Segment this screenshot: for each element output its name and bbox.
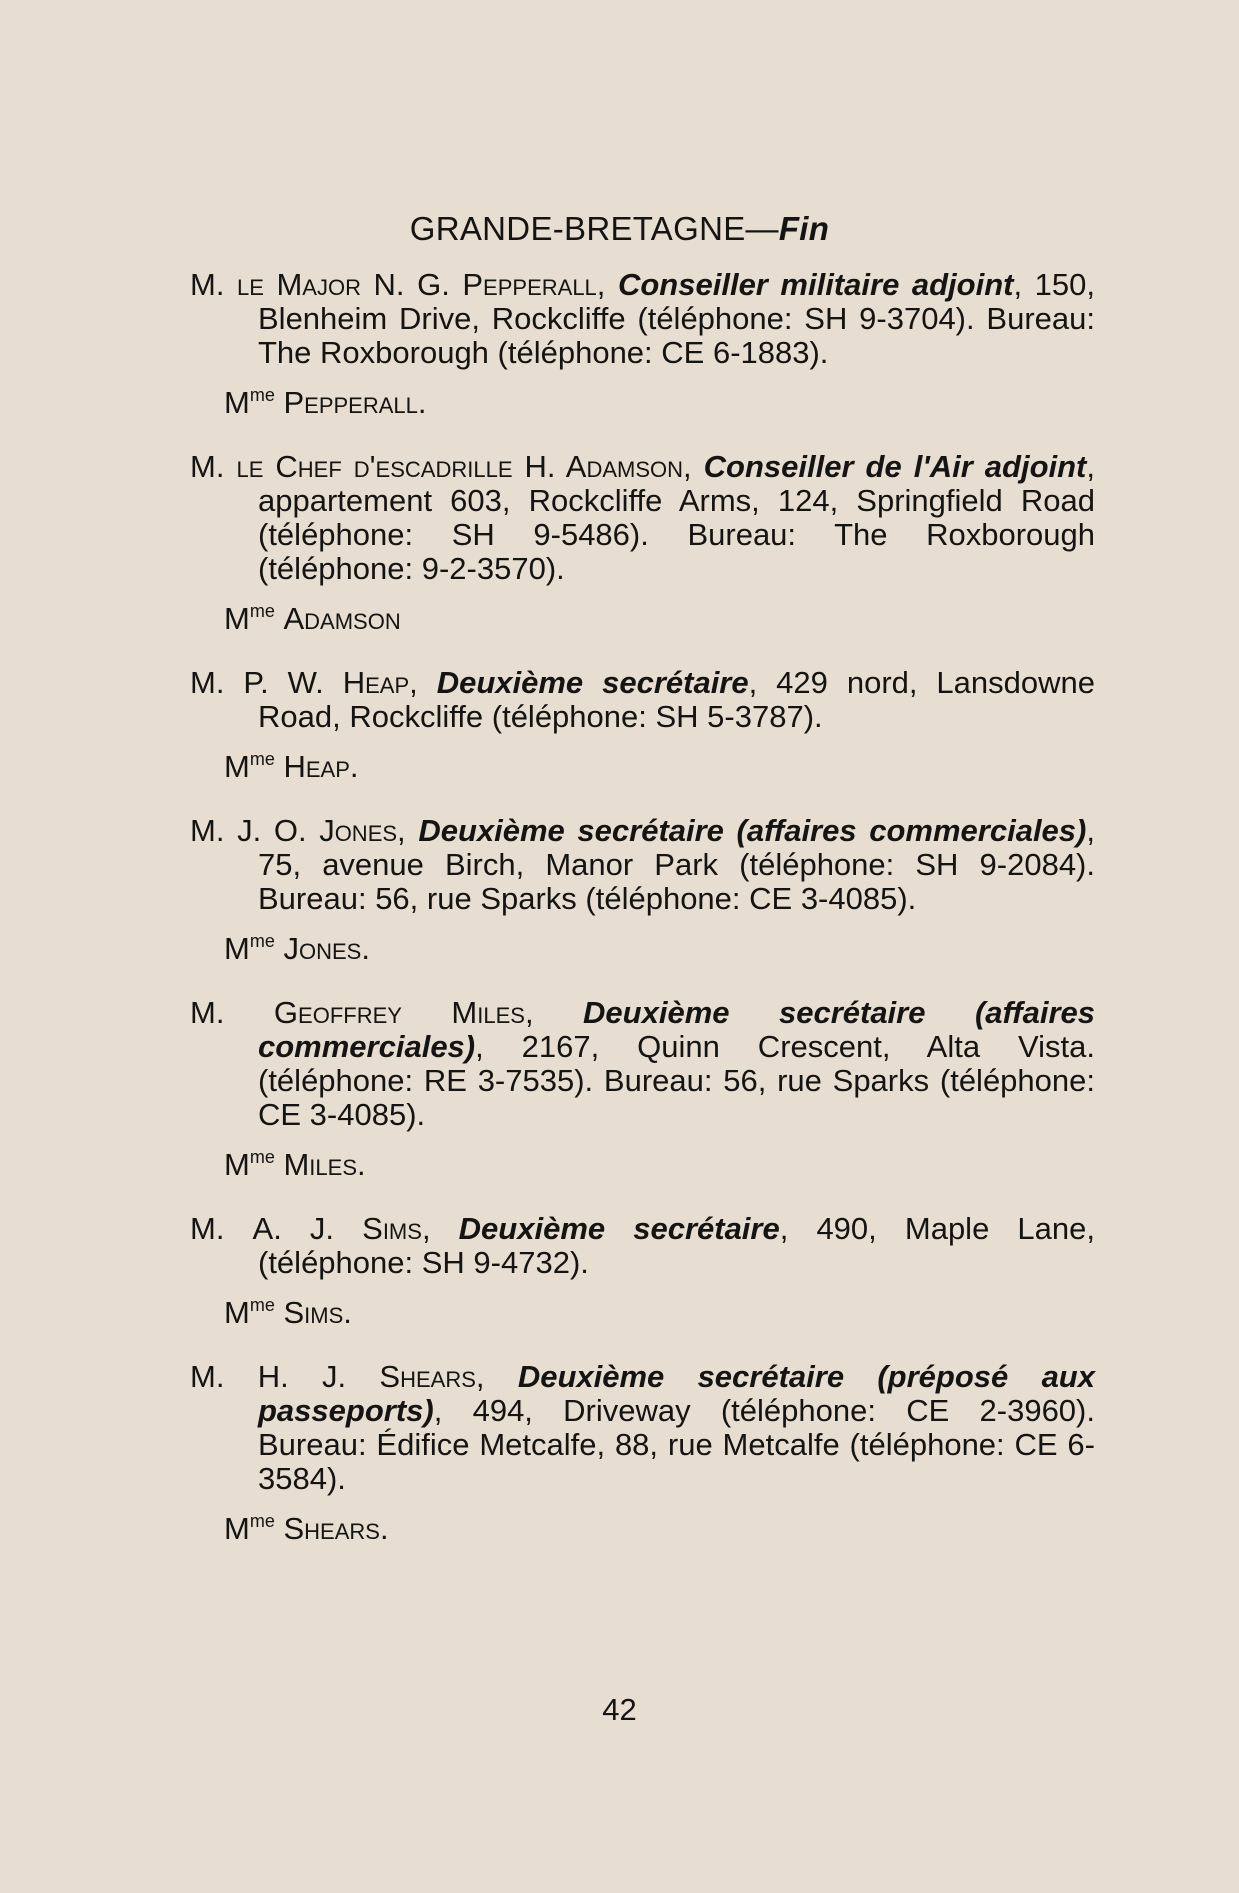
spouse-name: Sims. [283,1295,352,1330]
entry-adamson [190,450,1095,636]
entry-spouse [190,1504,1095,1546]
spouse-name: Miles. [283,1147,366,1182]
entry-text: M. le Major N. G. Pepperall, Conseiller militaire adjoint, 150, Blenheim Drive, Rockcliffe (téléphone: SH 9-3704). Bureau: The Roxborough (téléphone: CE 6-1883). [190,267,1095,370]
entry-role: Deuxième secrétaire (affaires commerciales) [258,995,1095,1064]
entry-jones [190,814,1095,966]
entry-role: Deuxième secrétaire (affaires commerciales) [418,813,1087,848]
entry-name: le Chef d'escadrille H. Adamson [236,449,684,484]
entry-name: P. W. Heap [243,665,410,700]
entry-name: H. J. Shears [257,1359,476,1394]
entry-title: M. [190,1359,225,1394]
spouse-name: Heap. [283,749,359,784]
entry-text: M. H. J. Shears, Deuxième secrétaire (préposé aux passeports), 494, Driveway (téléphone: CE 2-3960). Bureau: Édifice Metcalfe, 88, rue Metcalfe (téléphone: CE 6-3584). [190,1359,1095,1496]
entry-spouse [190,378,1095,420]
entry-text: M. Geoffrey Miles, Deuxième secrétaire (affaires commerciales), 2167, Quinn Crescent, Alta Vista. (téléphone: RE 3-7535). Bureau: 56, rue Sparks (téléphone: CE 3-4085). [190,995,1095,1132]
entry-details: , 490, Maple Lane, (téléphone: SH 9-4732). [258,1211,1095,1280]
entry-shears [190,1360,1095,1546]
entry-role: Conseiller de l'Air adjoint [703,449,1087,484]
spouse-prefix: M [224,931,250,966]
entry-spouse [190,742,1095,784]
entry-spouse [190,594,1095,636]
entry-text: M. A. J. Sims, Deuxième secrétaire, 490, Maple Lane, (téléphone: SH 9-4732). [190,1211,1095,1280]
entry-details: , 429 nord, Lansdowne Road, Rockcliffe (téléphone: SH 5-3787). [258,665,1096,734]
entry-text: M. J. O. Jones, Deuxième secrétaire (affaires commerciales), 75, avenue Birch, Manor Park (téléphone: SH 9-2084). Bureau: 56, rue Sparks (téléphone: CE 3-4085). [190,813,1095,916]
entry-title: M. [190,813,225,848]
spouse-prefix: M [224,1295,250,1330]
entry-details: , 2167, Quinn Crescent, Alta Vista. (téléphone: RE 3-7535). Bureau: 56, rue Sparks (téléphone: CE 3-4085). [258,1029,1095,1132]
spouse-prefix: M [224,1147,250,1182]
page-number: 42 [602,1692,637,1727]
entry-details: , 150, Blenheim Drive, Rockcliffe (téléphone: SH 9-3704). Bureau: The Roxborough (téléphone: CE 6-1883). [258,267,1095,370]
entry-details: , 494, Driveway (téléphone: CE 2-3960). Bureau: Édifice Metcalfe, 88, rue Metcalfe (téléphone: CE 6-3584). [258,1393,1095,1496]
entry-pepperall [190,268,1095,420]
spouse-prefix: M [224,1511,250,1546]
entry-spouse [190,1140,1095,1182]
spouse-prefix: M [224,749,250,784]
entry-title: M. [190,1211,225,1246]
spouse-name: Adamson [283,601,401,636]
entry-text: M. P. W. Heap, Deuxième secrétaire, 429 nord, Lansdowne Road, Rockcliffe (téléphone: SH 5-3787). [190,665,1096,734]
entry-details: , 75, avenue Birch, Manor Park (téléphone: SH 9-2084). Bureau: 56, rue Sparks (téléphone: CE 3-4085). [258,813,1095,916]
entry-role: Deuxième secrétaire (préposé aux passeports) [258,1359,1095,1428]
entry-name: Geoffrey Miles [273,995,525,1030]
spouse-superscript: me [249,385,275,405]
entry-text: M. le Chef d'escadrille H. Adamson, Conseiller de l'Air adjoint, appartement 603, Rockcliffe Arms, 124, Springfield Road (téléphone: SH 9-5486). Bureau: The Roxborough (téléphone: 9-2-3570). [190,449,1096,586]
spouse-superscript: me [249,1295,275,1315]
entry-sims [190,1212,1095,1330]
entry-title: M. [190,267,225,302]
entry-name: J. O. Jones [237,813,398,848]
entry-role: Deuxième secrétaire [458,1211,780,1246]
spouse-name: Jones. [283,931,370,966]
spouse-superscript: me [249,1511,275,1531]
spouse-superscript: me [249,931,275,951]
header-suffix: Fin [778,210,830,247]
entry-title: M. [190,665,225,700]
entry-miles [190,996,1095,1182]
spouse-superscript: me [249,749,275,769]
spouse-superscript: me [249,1147,275,1167]
entry-name: A. J. Sims [252,1211,422,1246]
spouse-prefix: M [224,601,250,636]
header-country: GRANDE-BRETAGNE— [409,210,779,247]
spouse-superscript: me [249,601,275,621]
entry-role: Conseiller militaire adjoint [617,267,1014,302]
spouse-prefix: M [224,385,250,420]
entry-spouse [190,924,1095,966]
entry-name: le Major N. G. Pepperall [237,267,597,302]
entry-title: M. [190,449,225,484]
entry-heap [190,666,1095,784]
entry-list [190,268,1095,1576]
spouse-name: Shears. [283,1511,389,1546]
page-header [0,210,1239,248]
entry-role: Deuxième secrétaire [436,665,749,700]
entry-spouse [190,1288,1095,1330]
spouse-name: Pepperall. [283,385,427,420]
entry-details: , appartement 603, Rockcliffe Arms, 124, Springfield Road (téléphone: SH 9-5486). Bureau: The Roxborough (téléphone: 9-2-3570). [258,449,1096,586]
entry-title: M. [190,995,225,1030]
